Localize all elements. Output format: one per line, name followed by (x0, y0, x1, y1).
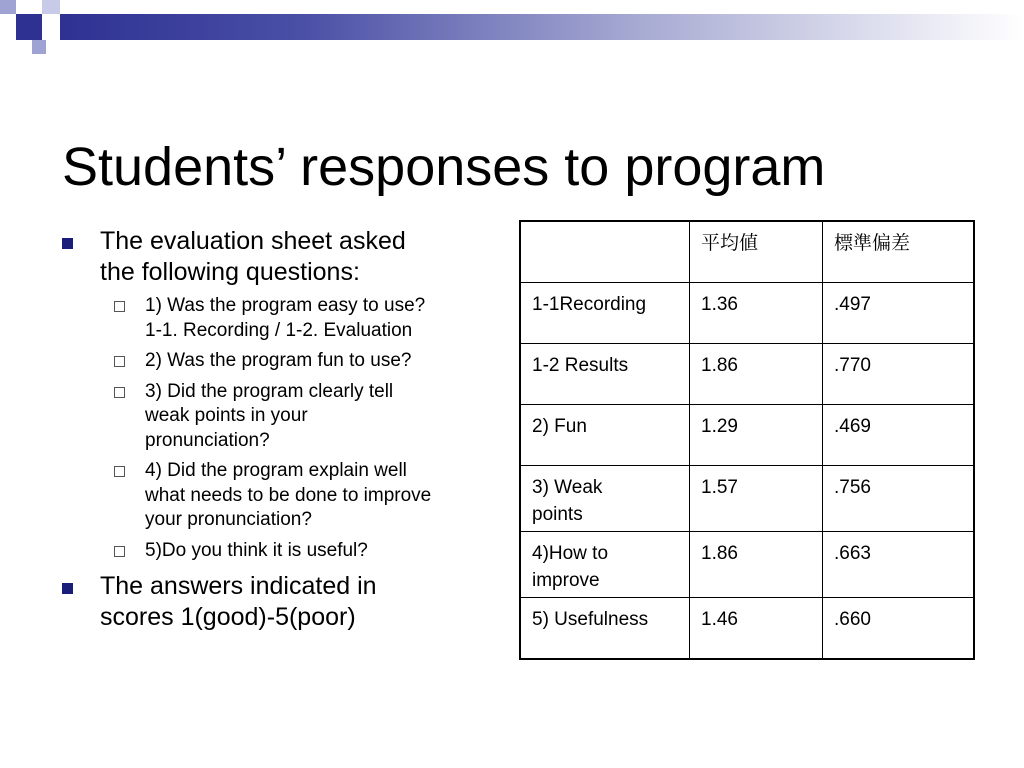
hollow-square-bullet-icon (114, 546, 125, 557)
decor-square (32, 40, 46, 54)
sub-bullet-text-line: 4) Did the program explain well (145, 460, 407, 481)
sub-bullet-text-line: weak points in your (145, 405, 308, 426)
mean-cell: 1.86 (690, 532, 823, 598)
mean-cell: 1.86 (690, 344, 823, 405)
row-label-cell (520, 344, 690, 405)
sub-bullet-item (62, 539, 502, 564)
decor-square (42, 0, 60, 14)
table-row (520, 532, 974, 598)
bullet-text-line: scores 1(good)-5(poor) (100, 603, 356, 631)
bullet-text-line: The evaluation sheet asked (100, 227, 406, 255)
row-label-cell (520, 598, 690, 660)
sub-bullet-text-line: what needs to be done to improve (145, 484, 432, 506)
sd-cell: .497 (823, 283, 975, 344)
sub-bullet-text-line: 1) Was the program easy to use? (145, 295, 426, 316)
sd-cell: .663 (823, 532, 975, 598)
mean-cell: 1.36 (690, 283, 823, 344)
slide-title: Students’ responses to program (62, 137, 826, 198)
table-header-cell: 標準偏差 (823, 221, 975, 283)
bullet-text-line: the following questions: (100, 258, 360, 286)
mean-cell: 1.57 (690, 466, 823, 532)
table-row (520, 283, 974, 344)
row-label: 1-1Recording (532, 294, 647, 315)
hollow-square-bullet-icon (114, 356, 125, 367)
header-gradient-bar (60, 14, 1024, 40)
mean-cell: 1.46 (690, 598, 823, 660)
sub-bullet-text-line: 5)Do you think it is useful? (145, 539, 368, 561)
bullet-list (62, 226, 502, 641)
decor-square (0, 14, 16, 40)
sd-cell: .469 (823, 405, 975, 466)
row-label-cell (520, 283, 690, 344)
table-header-cell: 平均値 (690, 221, 823, 283)
row-label: improve (532, 570, 600, 591)
table-row (520, 598, 974, 660)
sub-bullet-item (62, 459, 502, 533)
sub-bullet-item (62, 380, 502, 454)
sub-bullet-item (62, 349, 502, 374)
bullet-item (62, 226, 502, 563)
sub-bullet-item (62, 294, 502, 343)
mean-cell: 1.29 (690, 405, 823, 466)
row-label: 2) Fun (532, 416, 587, 437)
sub-bullet-text-line: 1-1. Recording / 1-2. Evaluation (145, 319, 413, 341)
hollow-square-bullet-icon (114, 301, 125, 312)
row-label-cell (520, 405, 690, 466)
square-bullet-icon (62, 238, 73, 249)
table-header-row (520, 221, 974, 283)
sd-cell: .756 (823, 466, 975, 532)
bullet-item (62, 571, 502, 633)
sub-bullet-text-line: 3) Did the program clearly tell (145, 380, 394, 402)
decor-square (42, 14, 60, 40)
row-label: 3) Weak (532, 477, 603, 498)
row-label-cell (520, 466, 690, 532)
row-label: 5) Usefulness (532, 609, 649, 630)
sub-bullet-text-line: 2) Was the program fun to use? (145, 350, 412, 371)
sub-bullet-list (100, 294, 502, 563)
hollow-square-bullet-icon (114, 387, 125, 398)
table-row (520, 405, 974, 466)
table-row (520, 466, 974, 532)
bullet-text-line: The answers indicated in (100, 572, 377, 600)
row-label: points (532, 504, 583, 525)
sd-cell: .660 (823, 598, 975, 660)
sd-cell: .770 (823, 344, 975, 405)
decor-square (16, 14, 42, 40)
row-label: 1-2 Results (532, 355, 629, 376)
hollow-square-bullet-icon (114, 466, 125, 477)
table-row (520, 344, 974, 405)
sub-bullet-text-line: your pronunciation? (145, 509, 312, 530)
results-table (519, 220, 975, 660)
square-bullet-icon (62, 583, 73, 594)
table-header-cell (520, 221, 690, 283)
row-label-cell (520, 532, 690, 598)
row-label: 4)How to (532, 543, 609, 564)
sub-bullet-text-line: pronunciation? (145, 429, 270, 451)
